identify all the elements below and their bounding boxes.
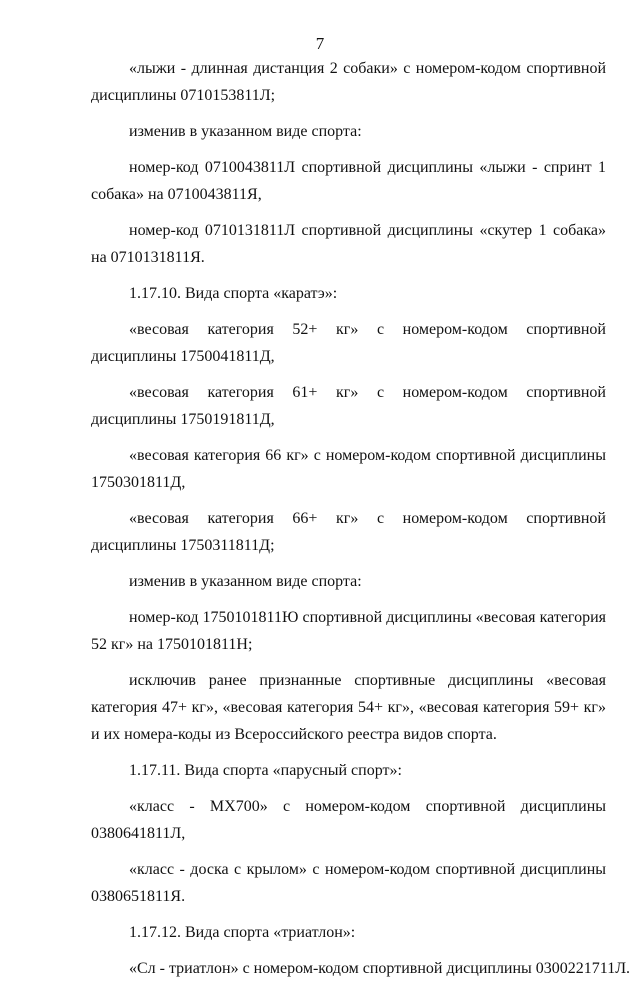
paragraph-scooter-code: номер-код 0710131811Л спортивной дисциплины «скутер 1 собака» на 0710131811Я.	[91, 222, 606, 266]
section-heading-karate: 1.17.10. Вида спорта «каратэ»:	[129, 285, 338, 302]
document-body	[91, 55, 631, 991]
paragraph-sailing-mx700: «класс - МХ700» с номером-кодом спортивной дисциплины 0380641811Л,	[91, 798, 606, 842]
paragraph-karate-52plus: «весовая категория 52+ кг» с номером-кодом спортивной дисциплины 1750041811Д,	[91, 321, 606, 365]
paragraph-ski-long-distance: «лыжи - длинная дистанция 2 собаки» с номером-кодом спортивной дисциплины 0710153811Л;	[91, 60, 606, 104]
paragraph-ski-sprint-code: номер-код 0710043811Л спортивной дисциплины «лыжи - спринт 1 собака» на 0710043811Я,	[91, 159, 606, 203]
paragraph-triathlon-winter: «Сл - триатлон» с номером-кодом спортивной дисциплины 0300221711Л.	[129, 960, 631, 977]
section-heading-triathlon: 1.17.12. Вида спорта «триатлон»:	[129, 924, 356, 941]
paragraph-karate-66: «весовая категория 66 кг» с номером-кодом спортивной дисциплины 1750301811Д,	[91, 447, 606, 491]
paragraph-amend-heading-karate: изменив в указанном виде спорта:	[129, 573, 362, 590]
paragraph-amend-heading: изменив в указанном виде спорта:	[129, 123, 362, 140]
page-number: 7	[315, 34, 325, 53]
paragraph-sailing-wingfoil: «класс - доска с крылом» с номером-кодом спортивной дисциплины 0380651811Я.	[91, 861, 606, 905]
section-heading-sailing: 1.17.11. Вида спорта «парусный спорт»:	[129, 762, 402, 779]
paragraph-karate-52-code: номер-код 1750101811Ю спортивной дисциплины «весовая категория 52 кг» на 1750101811Н;	[91, 609, 606, 653]
paragraph-karate-66plus: «весовая категория 66+ кг» с номером-кодом спортивной дисциплины 1750311811Д;	[91, 510, 606, 554]
paragraph-karate-exclusions: исключив ранее признанные спортивные дисциплины «весовая категория 47+ кг», «весовая категория 54+ кг», «весовая категория 59+ кг» и их номера-коды из Всероссийского реестра видов спорта.	[91, 672, 606, 743]
paragraph-karate-61plus: «весовая категория 61+ кг» с номером-кодом спортивной дисциплины 1750191811Д,	[91, 384, 606, 428]
